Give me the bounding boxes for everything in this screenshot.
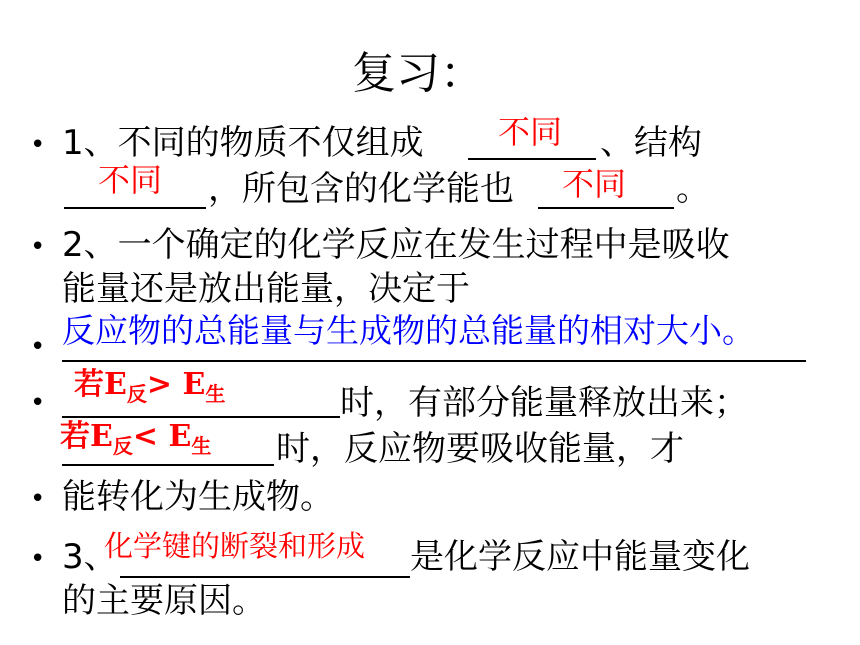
cond2-op: < E (132, 419, 192, 454)
bullet: • (30, 232, 46, 262)
item3-line2: 的主要原因。 (62, 581, 266, 621)
item2-line1: 2、一个确定的化学反应在发生过程中是吸收 (62, 225, 730, 265)
item1-answer3: 不同 (562, 165, 627, 203)
cond1-blank (62, 414, 340, 418)
item3-suffix: 是化学反应中能量变化 (410, 537, 750, 577)
cond2-prefix: 若E (60, 419, 113, 454)
item1-blank1 (468, 156, 596, 160)
cond1-sub1: 反 (126, 382, 147, 406)
item1-blank2 (64, 205, 206, 209)
cond1-op: > E (146, 367, 206, 402)
cond2-sub2: 生 (191, 434, 212, 458)
item1-end: 。 (676, 169, 710, 209)
item3-prefix: 3、 (62, 537, 118, 577)
item1-answer1: 不同 (498, 113, 563, 151)
item1-middle: 、结构 (600, 123, 702, 163)
cond2-text: 时，反应物要吸收能量，才 (276, 429, 684, 469)
cond2-answer (60, 419, 212, 458)
cond1-answer (74, 367, 226, 406)
item3-answer: 化学键的断裂和形成 (104, 529, 366, 563)
item2-line2: 能量还是放出能量，决定于 (62, 269, 470, 309)
cond2-sub1: 反 (112, 434, 133, 458)
cond1-prefix: 若E (74, 367, 127, 402)
bullet: • (30, 388, 46, 418)
item3-blank (120, 574, 410, 578)
cond1-text: 时，有部分能量释放出来； (340, 383, 748, 423)
item2-blank-answer (62, 358, 806, 362)
cond1-sub2: 生 (205, 382, 226, 406)
item1-blank3 (538, 205, 674, 209)
item1-suffix-mid: ，所包含的化学能也 (208, 169, 514, 209)
cond2-blank (62, 462, 274, 466)
page-title: 复习： (352, 48, 484, 99)
item1-answer2: 不同 (98, 161, 163, 199)
bullet: • (30, 544, 46, 574)
bullet: • (30, 484, 46, 514)
item1-prefix: 1、不同的物质不仅组成 (62, 123, 424, 163)
bullet: • (30, 130, 46, 160)
cond-tail: 能转化为生成物。 (62, 477, 334, 517)
bullet: • (30, 332, 46, 362)
item2-answer: 反应物的总能量与生成物的总能量的相对大小。 (62, 311, 755, 350)
